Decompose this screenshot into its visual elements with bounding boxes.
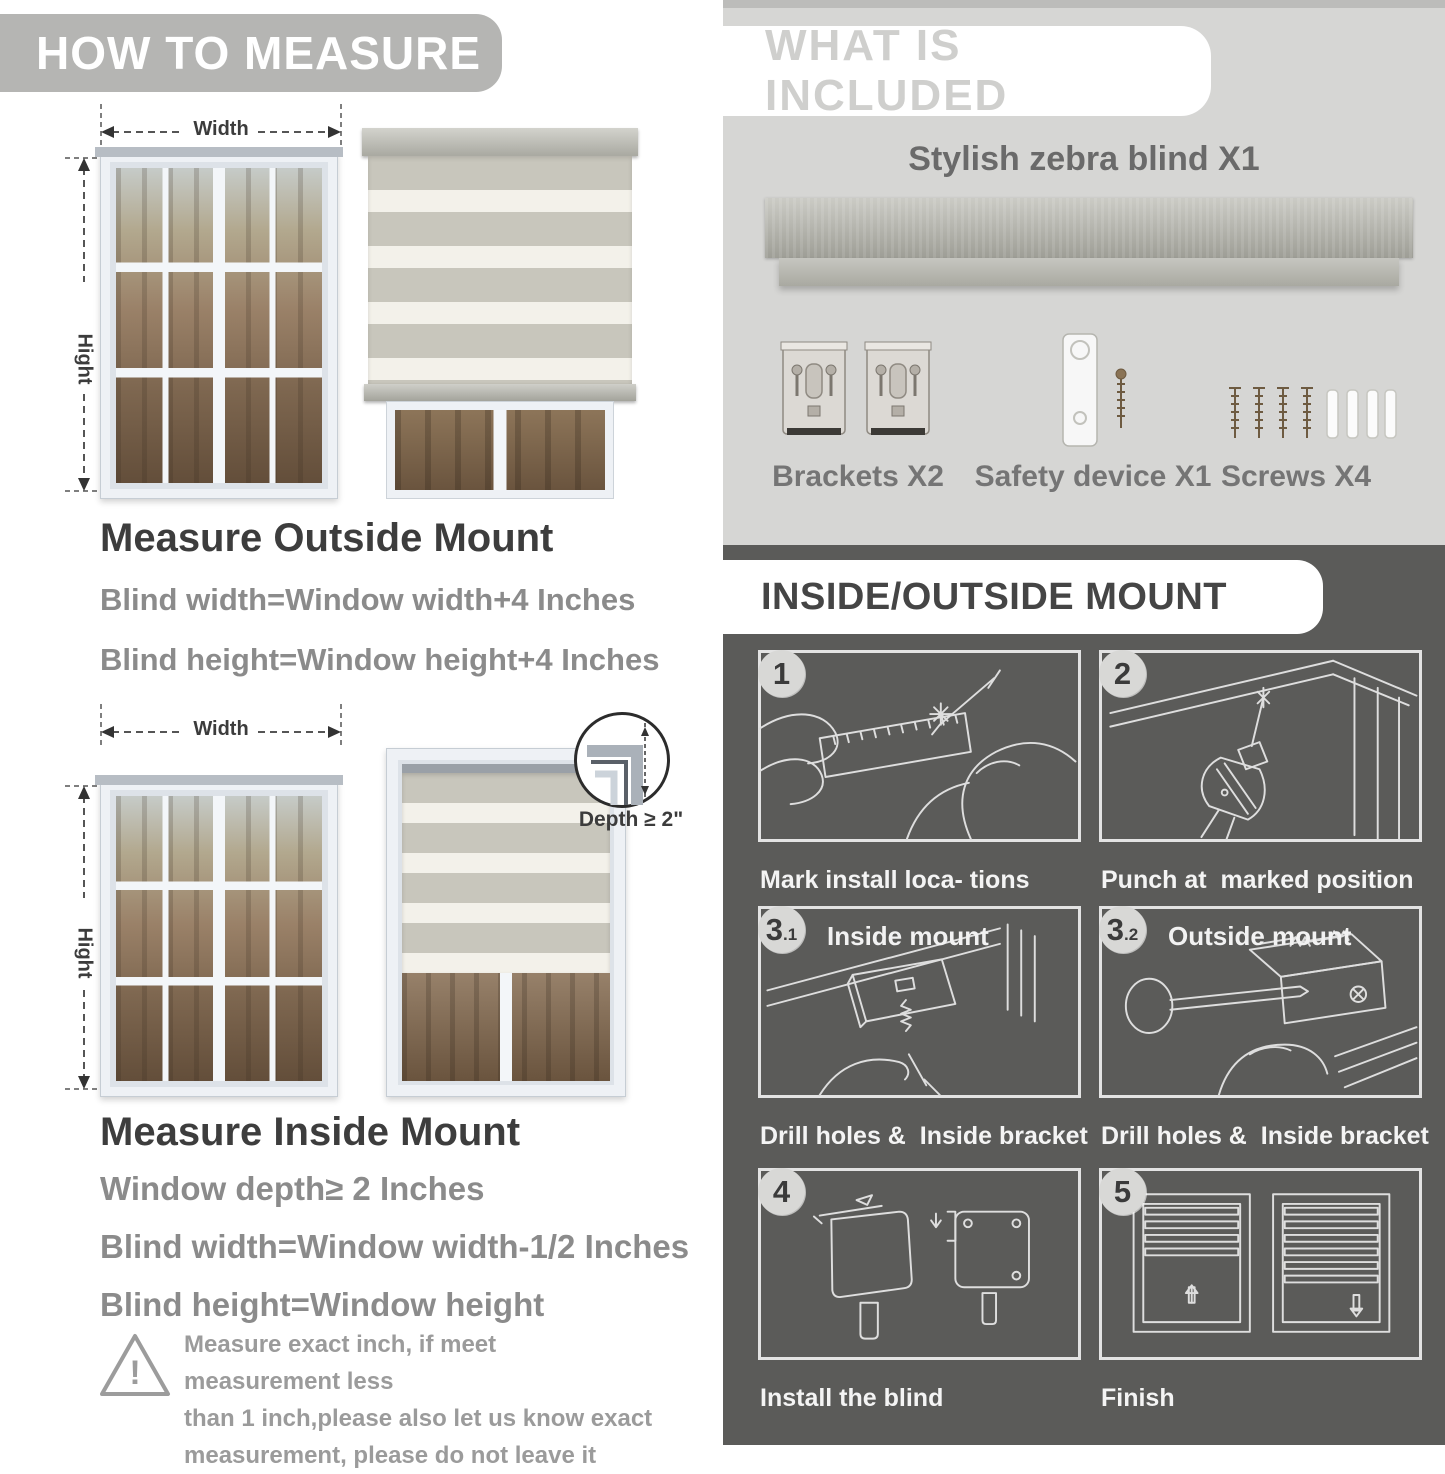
- step-3-2-caption: Drill holes & Inside bracket: [1101, 1122, 1429, 1150]
- step-4-panel: [758, 1168, 1081, 1360]
- step-5-panel: [1099, 1168, 1422, 1360]
- width-label: Width: [188, 118, 253, 141]
- window-lintel: [95, 775, 343, 785]
- step-1-caption: Mark install loca- tions: [760, 866, 1030, 894]
- inside-mount-line3: Blind height=Window height: [100, 1286, 545, 1323]
- step-1-panel: [758, 650, 1081, 842]
- warning-line: than 1 inch,please also let us know exact: [184, 1405, 653, 1432]
- inside-mount-line1: Window depth≥ 2 Inches: [100, 1170, 485, 1207]
- warning-line: measurement, please do not leave it: [184, 1442, 597, 1469]
- step-2-caption: Punch at marked position: [1101, 866, 1414, 894]
- width-label: Width: [188, 718, 253, 741]
- warning-note: [184, 1326, 654, 1474]
- depth-callout-icon: [574, 712, 670, 808]
- inside-mount-figure: [0, 696, 700, 1106]
- inside-mount-line2: Blind width=Window width-1/2 Inches: [100, 1228, 690, 1265]
- how-to-measure-title: HOW TO MEASURE: [36, 27, 482, 79]
- window-photo: [100, 780, 338, 1097]
- step-4-illustration: [761, 1171, 1078, 1357]
- inside-window-glass: [402, 973, 610, 1081]
- screws-label: Screws X4: [1220, 460, 1372, 493]
- brackets-label: Brackets X2: [772, 460, 944, 493]
- step-3-1-label: Inside mount: [827, 921, 989, 951]
- blind-stripes-image: [368, 156, 632, 384]
- step-3-1-badge: 3 .1: [758, 906, 805, 953]
- window-below-blind: [386, 401, 614, 499]
- outside-mount-line1: Blind width=Window width+4 Inches: [100, 582, 636, 617]
- outside-mount-title: Measure Outside Mount: [100, 516, 554, 560]
- panel-top-strip: [723, 0, 1445, 8]
- window-glass: [116, 168, 322, 483]
- step-2-panel: [1099, 650, 1422, 842]
- step-1-illustration: [761, 653, 1078, 839]
- step-3-1-panel: [758, 906, 1081, 1098]
- step-5-caption: Finish: [1101, 1384, 1175, 1412]
- height-label: Hight: [73, 328, 96, 389]
- safety-device-label: Safety device X1: [974, 460, 1212, 493]
- mount-title: INSIDE/OUTSIDE MOUNT: [761, 575, 1228, 618]
- step-5-illustration: [1102, 1171, 1419, 1357]
- mount-header: [723, 560, 1323, 634]
- step-3-1-caption: Drill holes & Inside bracket: [760, 1122, 1088, 1150]
- step-3-2-badge: 3 .2: [1099, 906, 1146, 953]
- brackets-icon: [781, 338, 933, 442]
- step-4-badge: 4: [758, 1168, 805, 1215]
- window-lintel: [95, 147, 343, 157]
- inside-mount-title: Measure Inside Mount: [100, 1110, 521, 1154]
- outside-mount-figure: [0, 96, 700, 506]
- width-dimension-arrows: [96, 102, 346, 148]
- product-name: Stylish zebra blind X1: [908, 140, 1260, 178]
- zebra-blind-image: [362, 128, 638, 498]
- warning-line: Measure exact inch, if meet measurement less: [184, 1331, 497, 1395]
- outside-mount-line2: Blind height=Window height+4 Inches: [100, 642, 660, 677]
- safety-device-icon: [1061, 330, 1141, 450]
- what-is-included-title: WHAT IS INCLUDED: [765, 21, 1009, 120]
- step-1-badge: 1: [758, 650, 805, 697]
- step-2-illustration: [1102, 653, 1419, 839]
- what-is-included-section: [723, 0, 1445, 545]
- blind-bottomrail-image: [364, 384, 636, 401]
- step-2-badge: 2: [1099, 650, 1146, 697]
- window-photo: [100, 152, 338, 499]
- depth-label: Depth ≥ 2": [578, 808, 684, 831]
- step-5-badge: 5: [1099, 1168, 1146, 1215]
- window-below-glass: [395, 410, 605, 490]
- screws-icon: [1221, 382, 1397, 446]
- blind-cassette-lip: [779, 258, 1399, 286]
- mount-instructions-section: [723, 545, 1445, 1445]
- height-label: Hight: [73, 923, 96, 984]
- blind-cassette-image: [765, 198, 1413, 258]
- step-4-caption: Install the blind: [760, 1384, 944, 1412]
- blind-headrail-image: [362, 128, 638, 156]
- how-to-measure-header: [0, 14, 502, 92]
- width-dimension-arrows: [96, 702, 346, 748]
- step-3-2-label: Outside mount: [1168, 921, 1352, 951]
- what-is-included-header: [723, 21, 1211, 120]
- window-glass: [116, 796, 322, 1081]
- warning-triangle-icon: [96, 1330, 174, 1402]
- step-3-2-panel: [1099, 906, 1422, 1098]
- exclamation-mark: !: [129, 1354, 141, 1392]
